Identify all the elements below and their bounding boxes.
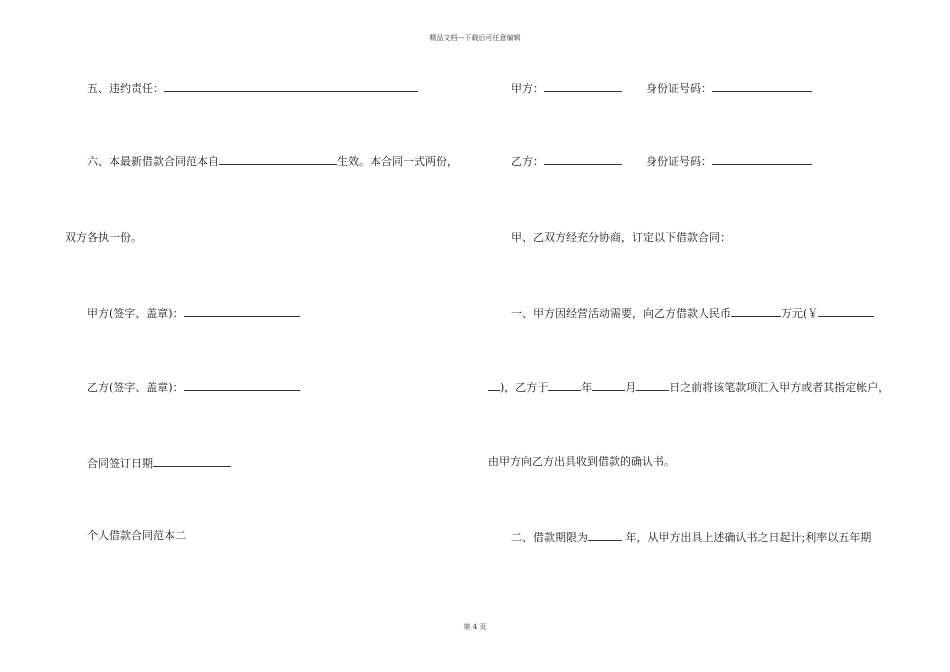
amount-blank: [731, 305, 781, 317]
clause1-d: 日之前将该笔款项汇入甲方或者其指定帐户，: [669, 381, 890, 394]
clause1-line3: 由甲方向乙方出具收到借款的确认书。: [488, 455, 675, 468]
sign-date-blank: [153, 455, 231, 467]
party-a-sign-blank: [184, 305, 300, 317]
party-b-label: 乙方：: [511, 155, 544, 168]
page-header: 精品文档---下载后可任意编辑: [429, 34, 521, 42]
clause1-line2: [488, 379, 889, 395]
agreement-line: 甲、乙双方经充分协商，订定以下借款合同：: [511, 231, 731, 244]
effective-pre: 六、本最新借款合同范本自: [87, 155, 219, 168]
each-copy-line: 双方各执一份。: [65, 231, 142, 244]
day-blank: [636, 379, 669, 391]
party-b-sign-blank: [184, 379, 300, 391]
party-b-sign-line: [87, 379, 300, 395]
party-b-name-blank: [544, 153, 622, 165]
effective-line: [87, 153, 458, 169]
amount-figures-blank: [818, 305, 874, 317]
breach-line: [87, 80, 418, 96]
clause1-line1: [511, 305, 874, 321]
month-blank: [592, 379, 625, 391]
clause2-b: 年，从甲方出具上述确认书之日起计;利率以五年期: [622, 531, 872, 544]
party-a-sign-label: 甲方(签字、盖章)：: [87, 307, 184, 320]
term-blank: [588, 529, 622, 541]
clause1-c: )，乙方于: [500, 381, 549, 394]
party-a-id-blank: [712, 80, 812, 92]
clause2-line: [511, 529, 871, 545]
sign-date-line: [87, 455, 231, 471]
party-a-line: [511, 80, 812, 96]
breach-blank: [164, 80, 418, 92]
sign-date-label: 合同签订日期: [87, 457, 153, 470]
page-number: 第 4 页: [463, 623, 487, 631]
breach-label: 五、违约责任：: [87, 82, 164, 95]
clause2-a: 二、借款期限为: [511, 531, 588, 544]
clause1-a: 一、甲方因经营活动需要，向乙方借款人民币: [511, 307, 731, 320]
party-a-label: 甲方：: [511, 82, 544, 95]
party-b-sign-label: 乙方(签字、盖章)：: [87, 381, 184, 394]
effective-date-blank: [219, 153, 337, 165]
effective-post: 生效。本合同一式两份，: [337, 155, 458, 168]
template-two-title: 个人借款合同范本二: [87, 529, 186, 542]
party-b-id-label: 身份证号码：: [646, 155, 712, 168]
party-a-id-label: 身份证号码：: [646, 82, 712, 95]
party-a-sign-line: [87, 305, 300, 321]
party-b-id-blank: [712, 153, 812, 165]
year-blank: [548, 379, 581, 391]
clause1-b: 万元(￥: [781, 307, 819, 320]
party-a-name-blank: [544, 80, 622, 92]
party-b-line: [511, 153, 812, 169]
amount-figures-blank-cont: [488, 379, 500, 391]
month-label: 月: [625, 381, 637, 394]
year-label: 年: [581, 381, 593, 394]
